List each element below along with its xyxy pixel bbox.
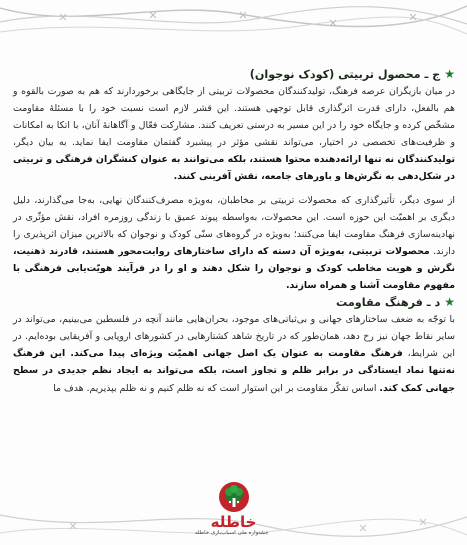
festival-logo: [194, 480, 269, 537]
star-icon: ★: [444, 295, 455, 310]
paragraph-c-1-bold: تولیدکنندگان نه تنها ارائه‌دهنده محتوا هستند، بلکه می‌توانند به عنوان کنشگران فرهنگی و تربیتی در شکل‌دهی به نگرش‌ها و باورهای جامعه، نقش آفرینی کنند.: [13, 154, 455, 183]
section-title-d: د ـ فرهنگ مقاومت: [336, 296, 441, 310]
section-title-c: ج ـ محصول تربیتی (کودک نوجوان): [249, 68, 441, 81]
paragraph-c-1-text: در میان بازیگران عرصه فرهنگ، تولیدکنندگان محصولات تربیتی از جایگاهی برخوردارند که هم به صورت بالقوه و هم بالفعل، دارای قدرت اثرگذاری قابل توجهی هستند. این قشر لازم است نسبت خود را با مسئلهٔ مقاومت مشخّص کرده و جایگاه خود را در این مسیر به درستی تعریف کنند. مشارکت فعّال و آگاهانهٔ آنان، با اتکا به امکانات و ظرفیت‌های تخصصی در اختیار، می‌تواند نقشی مؤثر در پیشبرد گفتمان مقاومت ایفا نماید. به بیان دیگر،: [13, 86, 455, 149]
paragraph-d-1-tail: اساس تفکّر مقاومت بر این استوار است که نه ظلم کنیم و نه ظلم بپذیریم. هدف ما: [53, 382, 380, 394]
paragraph-d-1: [13, 311, 455, 396]
paragraph-c-2-text: از سوی دیگر، تأثیرگذاری که محصولات تربیتی بر مخاطبان، به‌ویژه مصرف‌کنندگان نهایی، به‌جا می‌گذارند، دلیل دیگری بر اهمیّت این حوزه است. این محصولات، به‌واسطه پیوند عمیق با زندگی روزمره افراد، نقش مؤثّری در نهادینه‌سازی فرهنگ مقاومت ایفا می‌کنند؛ به‌ویژه در گروه‌های سنّی کودک و نوجوان که بالاترین میزان اثرپذیری را دارند.: [13, 194, 455, 257]
logo-brand-text: خاطله: [210, 513, 257, 531]
section-heading-d: [13, 294, 455, 311]
section-heading-c: [13, 66, 455, 83]
paragraph-d-1-text: با توجّه به ضعف ساختارهای جهانی و بی‌ثباتی‌های موجود، بحران‌هایی مانند آنچه در فلسطین می‌بینیم، می‌تواند در سایر نقاط جهان نیز رخ دهد، همان‌طور که در تاریخ شاهد کشتارهایی در کشورهای اروپایی و آفریقایی بوده‌ایم. در این شرایط،: [13, 314, 456, 360]
barbed-wire-top-decoration: [0, 0, 467, 40]
paragraph-d-1-bold: فرهنگ مقاومت به عنوان یک اصل جهانی اهمیّت ویژه‌ای پیدا می‌کند. این فرهنگ نه‌تنها نماد ایستادگی در برابر ظلم و تجاوز است، بلکه می‌تواند به ایجاد نظم جدیدی در سطح جهانی کمک کند.: [13, 348, 455, 394]
star-icon: ★: [444, 67, 455, 81]
paragraph-c-1: [13, 83, 455, 186]
article-content: [13, 66, 455, 397]
tree-emblem-icon: [217, 480, 251, 514]
paragraph-c-2-bold: محصولات تربیتی، به‌ویژه آن دسته که دارای ساختارهای روایت‌محور هستند، قادرند ذهنیت، نگرش و هویت مخاطب کودک و نوجوان را شکل دهند و او را در فرآیند هویّت‌یابی فرهنگی با مفهوم مقاومت آشنا و همراه سازند.: [13, 245, 455, 292]
paragraph-c-2: [13, 192, 455, 295]
logo-tagline: جشنواره ملی اسباب‌بازی خاطله: [194, 530, 269, 536]
